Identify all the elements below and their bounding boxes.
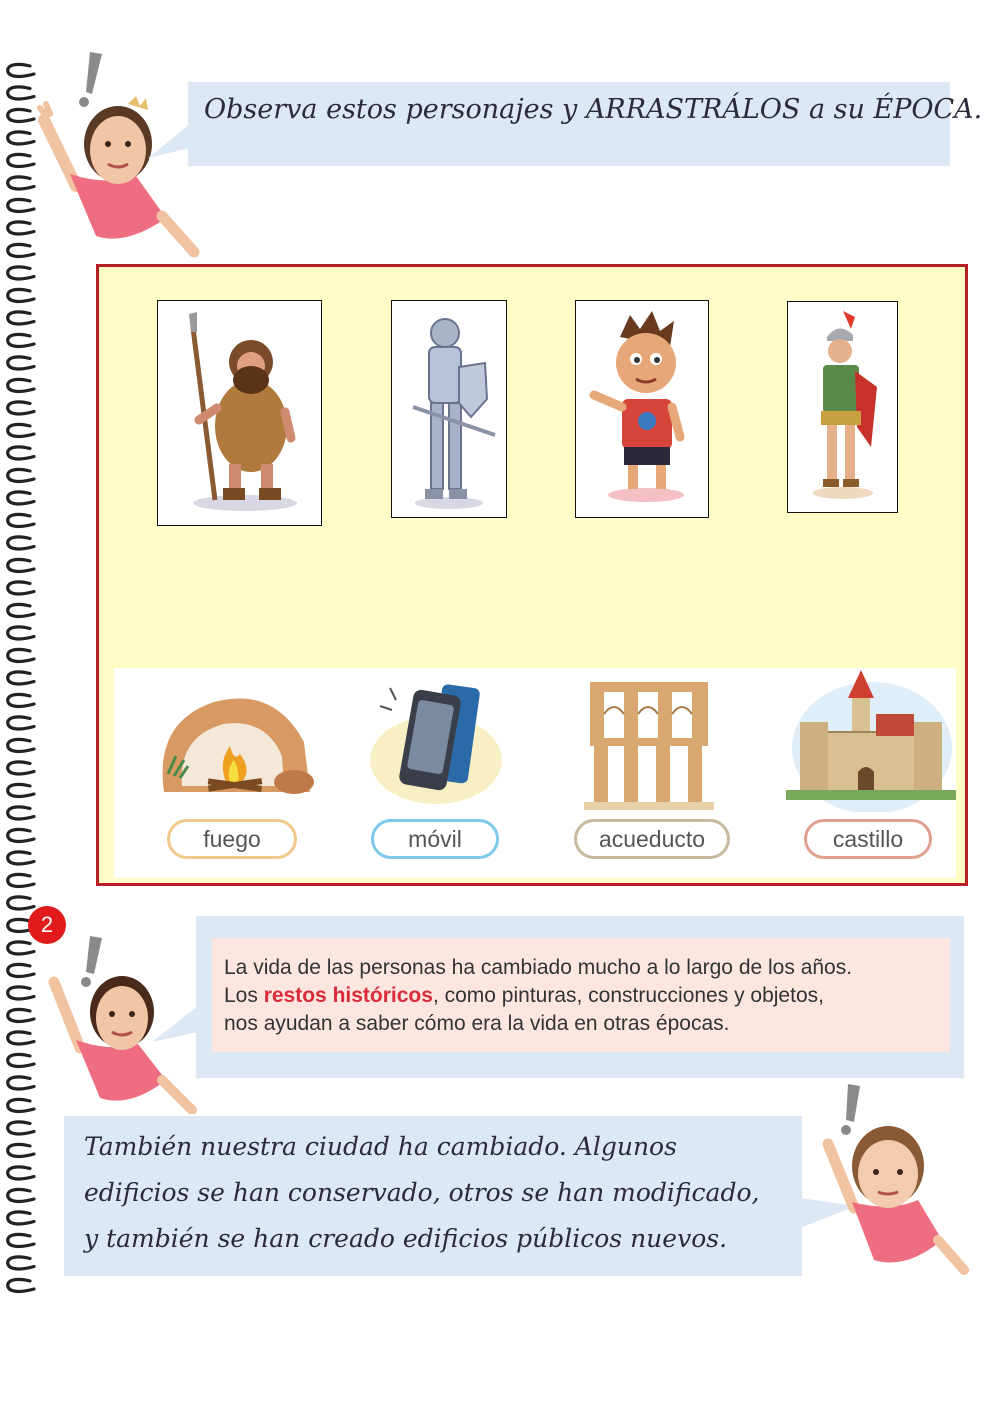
instruction-bubble <box>188 82 983 166</box>
city-line-3: y también se han creado edificios públicos nuevos. <box>84 1224 728 1253</box>
castle-illustration <box>786 668 956 812</box>
city-bubble <box>64 1116 802 1276</box>
historical-remains-box <box>212 938 950 1052</box>
city-line-2: edificios se han conservado, otros se han modificado, <box>84 1178 760 1207</box>
aqueduct-illustration <box>584 674 714 810</box>
character-card-caveman[interactable] <box>157 300 322 526</box>
info-line-3: nos ayudan a saber cómo era la vida en otras épocas. <box>224 1012 730 1035</box>
mobile-phone-illustration <box>366 676 506 810</box>
exclamation-icon <box>846 1084 860 1122</box>
info-line-1: La vida de las personas ha cambiado mucho a lo largo de los años. <box>224 956 853 979</box>
spiral-binding <box>0 60 40 1295</box>
character-card-knight[interactable] <box>391 300 507 518</box>
era-label-castillo: castillo <box>804 819 932 859</box>
era-label-acueducto: acueducto <box>574 819 730 859</box>
exclamation-icon <box>86 936 102 974</box>
exclamation-icon <box>86 52 102 94</box>
character-card-roman-soldier[interactable] <box>787 301 898 513</box>
modern-boy-figure <box>580 307 704 512</box>
bubble-tail <box>148 124 190 164</box>
era-label-movil: móvil <box>371 819 499 859</box>
girl-avatar-middle <box>40 930 200 1114</box>
cave-fire-illustration <box>154 682 314 806</box>
section-number-badge: 2 <box>28 906 66 944</box>
highlight-term: restos históricos <box>263 984 433 1007</box>
caveman-figure <box>165 308 315 518</box>
eras-strip <box>114 668 956 878</box>
character-card-modern-boy[interactable] <box>575 300 709 518</box>
info-line-2: Los restos históricos, como pinturas, construcciones y objetos, <box>224 984 824 1007</box>
drag-activity-area <box>96 264 968 886</box>
era-label-fuego: fuego <box>167 819 297 859</box>
city-line-1: También nuestra ciudad ha cambiado. Algunos <box>84 1132 677 1161</box>
instruction-text: Observa estos personajes y ARRASTRÁLOS a su ÉPOCA. <box>204 94 983 125</box>
knight-figure <box>399 307 499 512</box>
roman-soldier-figure <box>793 307 893 507</box>
boy-avatar <box>810 1080 970 1276</box>
